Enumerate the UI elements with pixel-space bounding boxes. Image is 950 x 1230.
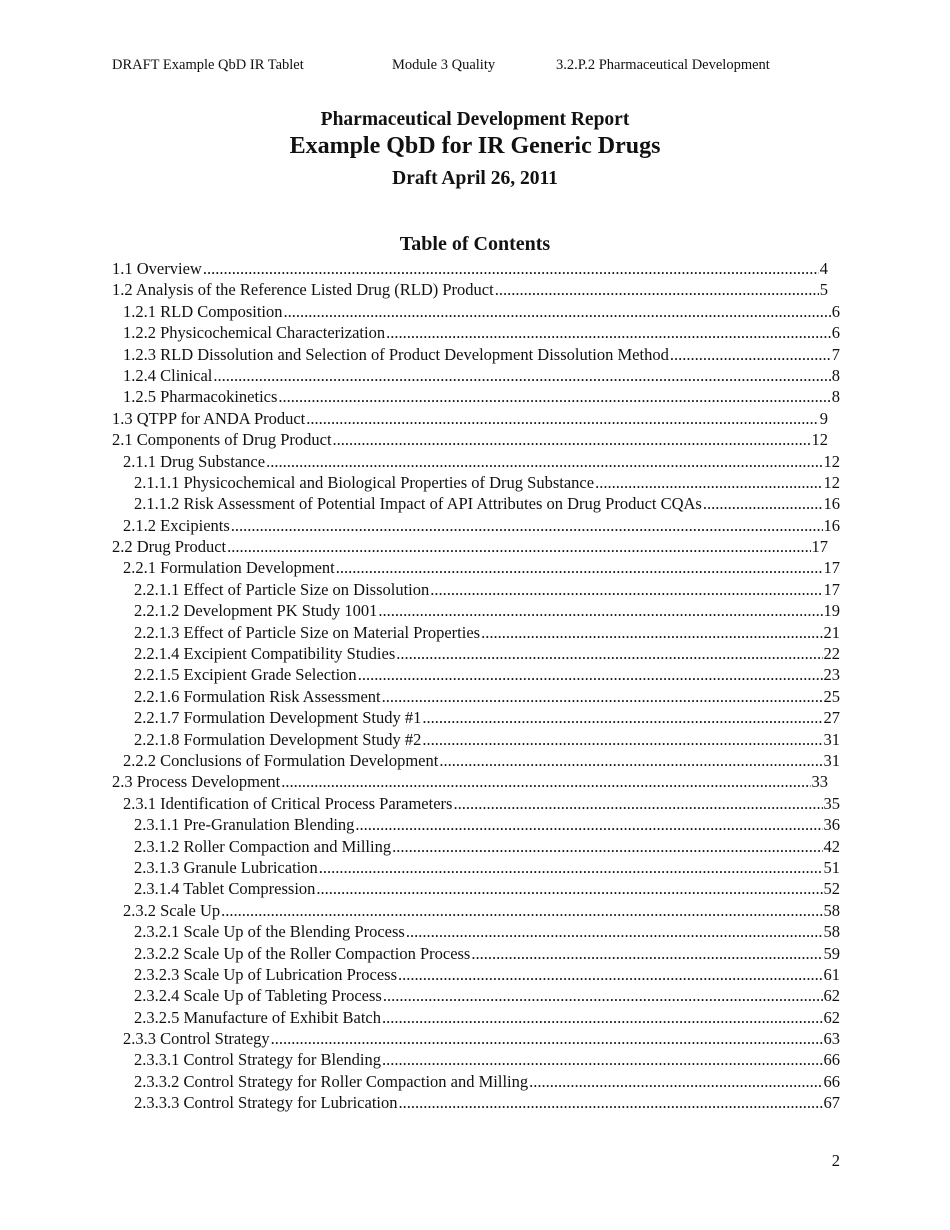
toc-entry[interactable] (112, 771, 840, 792)
toc-entry[interactable] (112, 878, 840, 899)
toc-entry[interactable] (112, 664, 840, 685)
toc-entry-page: 6 (831, 301, 840, 321)
toc-entry-page: 36 (823, 815, 840, 835)
toc-entry-page: 16 (823, 494, 840, 514)
page-header (112, 57, 832, 77)
toc-entry[interactable] (112, 451, 840, 472)
toc-entry[interactable] (112, 301, 840, 322)
toc-dot-leader (396, 643, 822, 664)
toc-entry-label: 2.1.2 Excipients (123, 515, 230, 535)
toc-entry-page: 8 (831, 387, 840, 407)
toc-entry-label: 2.2.2 Conclusions of Formulation Development (123, 750, 439, 770)
toc-entry[interactable] (112, 536, 840, 557)
toc-dot-leader (333, 429, 811, 450)
toc-dot-leader (382, 1007, 823, 1028)
toc-entry-page: 31 (823, 729, 840, 749)
toc-entry[interactable] (112, 943, 840, 964)
page-number: 2 (831, 1151, 840, 1170)
toc-dot-leader (406, 921, 823, 942)
toc-entry-label: 2.3.1.3 Granule Lubrication (134, 857, 318, 877)
toc-entry[interactable] (112, 985, 840, 1006)
toc-entry-label: 2.3.2.5 Manufacture of Exhibit Batch (134, 1007, 381, 1027)
toc-dot-leader (281, 771, 810, 792)
toc-entry-label: 2.2.1.8 Formulation Development Study #2 (134, 729, 422, 749)
toc-entry-page: 61 (823, 964, 840, 984)
toc-entry-page: 5 (819, 280, 828, 300)
toc-dot-leader (284, 301, 831, 322)
toc-entry-label: 2.3.2.2 Scale Up of the Roller Compaction Process (134, 943, 471, 963)
toc-entry-label: 2.2 Drug Product (112, 537, 227, 557)
header-module: Module 3 Quality (392, 57, 496, 73)
toc-dot-leader (430, 579, 822, 600)
report-type: Pharmaceutical Development Report (320, 109, 630, 130)
toc-dot-leader (422, 729, 822, 750)
toc-entry[interactable] (112, 1071, 840, 1092)
toc-dot-leader (203, 258, 819, 279)
toc-entry-page: 8 (831, 365, 840, 385)
toc-entry-page: 62 (823, 1007, 840, 1027)
toc-dot-leader (439, 750, 822, 771)
toc-entry-label: 2.2.1.2 Development PK Study 1001 (134, 601, 378, 621)
toc-entry-label: 2.1.1 Drug Substance (123, 451, 266, 471)
toc-dot-leader (703, 493, 823, 514)
toc-entry[interactable] (112, 344, 840, 365)
toc-entry[interactable] (112, 258, 840, 279)
toc-dot-leader (386, 322, 831, 343)
toc-dot-leader (231, 515, 823, 536)
toc-dot-leader (495, 279, 819, 300)
toc-dot-leader (422, 707, 822, 728)
toc-entry-page: 17 (823, 558, 840, 578)
toc-entry[interactable] (112, 900, 840, 921)
toc-dot-leader (383, 985, 823, 1006)
toc-entry-label: 2.3.3.2 Control Strategy for Roller Compaction and Milling (134, 1071, 529, 1091)
toc-dot-leader (382, 686, 823, 707)
toc-entry[interactable] (112, 793, 840, 814)
toc-entry[interactable] (112, 493, 840, 514)
toc-entry-label: 2.3.1.1 Pre-Granulation Blending (134, 815, 355, 835)
toc-entry-label: 1.2.1 RLD Composition (123, 301, 283, 321)
toc-entry-page: 62 (823, 986, 840, 1006)
toc-entry-page: 51 (823, 857, 840, 877)
toc-entry-page: 67 (823, 1093, 840, 1113)
toc-entry-label: 1.2 Analysis of the Reference Listed Drug (RLD) Product (112, 280, 494, 300)
toc-entry-page: 4 (819, 259, 828, 278)
toc-entry[interactable] (112, 472, 840, 493)
toc-entry-label: 2.3 Process Development (112, 772, 281, 792)
toc-entry-page: 9 (819, 408, 828, 428)
title-block (0, 108, 950, 192)
toc-entry[interactable] (112, 836, 840, 857)
toc-entry-page: 17 (823, 579, 840, 599)
toc-dot-leader (221, 900, 822, 921)
toc-entry[interactable] (112, 1092, 840, 1113)
toc-entry-page: 16 (823, 515, 840, 535)
toc-entry-label: 2.3.1.4 Tablet Compression (134, 879, 316, 899)
toc-entry-page: 35 (823, 793, 840, 813)
toc-entry[interactable] (112, 1028, 840, 1049)
header-section: 3.2.P.2 Pharmaceutical Development (556, 57, 770, 73)
toc-entry-page: 12 (823, 451, 840, 471)
toc-entry-page: 33 (811, 772, 828, 792)
toc-dot-leader (382, 1049, 822, 1070)
toc-entry-page: 31 (823, 750, 840, 770)
toc-dot-leader (529, 1071, 822, 1092)
toc-entry[interactable] (112, 729, 840, 750)
header-document-name: DRAFT Example QbD IR Tablet (112, 57, 304, 73)
toc-entry-label: 2.1.1.1 Physicochemical and Biological Properties of Drug Substance (134, 472, 595, 492)
toc-entry-page: 12 (823, 472, 840, 492)
toc-entry-page: 66 (823, 1050, 840, 1070)
toc-entry-page: 58 (823, 900, 840, 920)
toc-entry-page: 52 (823, 879, 840, 899)
toc-dot-leader (670, 344, 831, 365)
toc-entry-page: 12 (811, 430, 828, 450)
toc-dot-leader (336, 557, 823, 578)
toc-entry-label: 1.2.3 RLD Dissolution and Selection of Product Development Dissolution Method (123, 344, 669, 364)
toc-entry-label: 2.3.2.3 Scale Up of Lubrication Process (134, 964, 398, 984)
toc-entry[interactable] (112, 643, 840, 664)
toc-entry-label: 2.3.1 Identification of Critical Process Parameters (123, 793, 453, 813)
toc-entry-page: 63 (823, 1029, 840, 1049)
toc-entry[interactable] (112, 964, 840, 985)
toc-dot-leader (595, 472, 822, 493)
toc-entry-label: 1.2.4 Clinical (123, 365, 213, 385)
toc-entry-label: 2.3.3 Control Strategy (123, 1029, 270, 1049)
toc-entry-label: 2.2.1.3 Effect of Particle Size on Material Properties (134, 622, 481, 642)
toc-entry[interactable] (112, 365, 840, 386)
toc-dot-leader (358, 664, 823, 685)
toc-entry-page: 25 (823, 686, 840, 706)
toc-entry[interactable] (112, 750, 840, 771)
toc-entry-page: 27 (823, 708, 840, 728)
toc-entry-label: 2.2.1.7 Formulation Development Study #1 (134, 708, 422, 728)
toc-entry-page: 58 (823, 922, 840, 942)
toc-entry-page: 66 (823, 1071, 840, 1091)
toc-entry-label: 2.1.1.2 Risk Assessment of Potential Impact of API Attributes on Drug Product CQAs (134, 494, 702, 514)
toc-dot-leader (266, 451, 822, 472)
toc-entry-page: 59 (823, 943, 840, 963)
toc-entry[interactable] (112, 622, 840, 643)
toc-entry[interactable] (112, 921, 840, 942)
toc-entry-label: 2.1 Components of Drug Product (112, 430, 332, 450)
toc-entry[interactable] (112, 386, 840, 407)
toc-dot-leader (481, 622, 822, 643)
toc-entry[interactable] (112, 408, 840, 429)
toc-entry-page: 22 (823, 644, 840, 664)
toc-entry-label: 2.2.1.4 Excipient Compatibility Studies (134, 644, 396, 664)
toc-entry-label: 2.3.2 Scale Up (123, 900, 221, 920)
toc-entry[interactable] (112, 579, 840, 600)
toc-entry[interactable] (112, 515, 840, 536)
toc-entry-page: 42 (823, 836, 840, 856)
toc-entry-page: 21 (823, 622, 840, 642)
toc-dot-leader (399, 1092, 823, 1113)
report-date: Draft April 26, 2011 (392, 168, 558, 189)
toc-entry-label: 2.2.1.1 Effect of Particle Size on Dissolution (134, 579, 430, 599)
toc-entry-label: 2.3.3.3 Control Strategy for Lubrication (134, 1093, 398, 1113)
toc-dot-leader (306, 408, 818, 429)
toc-entry[interactable] (112, 322, 840, 343)
toc-entry-label: 1.1 Overview (112, 259, 202, 278)
toc-entry-label: 2.3.3.1 Control Strategy for Blending (134, 1050, 382, 1070)
toc-dot-leader (471, 943, 822, 964)
toc-entry[interactable] (112, 557, 840, 578)
toc-dot-leader (316, 878, 822, 899)
toc-entry-label: 1.2.5 Pharmacokinetics (123, 387, 278, 407)
toc-dot-leader (398, 964, 822, 985)
toc-entry-label: 1.2.2 Physicochemical Characterization (123, 323, 386, 343)
toc-dot-leader (392, 836, 822, 857)
toc-entry[interactable] (112, 814, 840, 835)
toc-entry-label: 2.2.1 Formulation Development (123, 558, 335, 578)
toc-dot-leader (227, 536, 810, 557)
toc-dot-leader (378, 600, 822, 621)
toc-heading: Table of Contents (399, 233, 551, 255)
toc-entry[interactable] (112, 686, 840, 707)
toc-entry[interactable] (112, 707, 840, 728)
toc-entry[interactable] (112, 857, 840, 878)
toc-dot-leader (271, 1028, 823, 1049)
toc-entry-page: 19 (823, 601, 840, 621)
toc-entry-label: 2.2.1.5 Excipient Grade Selection (134, 665, 357, 685)
toc-entry[interactable] (112, 429, 840, 450)
toc-dot-leader (278, 386, 830, 407)
table-of-contents (112, 258, 840, 1114)
toc-dot-leader (213, 365, 830, 386)
toc-entry[interactable] (112, 279, 840, 300)
toc-entry-page: 6 (831, 323, 840, 343)
toc-entry-page: 7 (831, 344, 840, 364)
toc-entry-label: 1.3 QTPP for ANDA Product (112, 408, 306, 428)
toc-entry-page: 23 (823, 665, 840, 685)
toc-entry[interactable] (112, 600, 840, 621)
report-title: Example QbD for IR Generic Drugs (289, 133, 661, 159)
toc-entry-label: 2.3.2.1 Scale Up of the Blending Process (134, 922, 405, 942)
toc-dot-leader (453, 793, 822, 814)
toc-entry[interactable] (112, 1049, 840, 1070)
toc-dot-leader (319, 857, 823, 878)
toc-entry-label: 2.3.1.2 Roller Compaction and Milling (134, 836, 392, 856)
toc-entry-page: 17 (811, 537, 828, 557)
toc-dot-leader (355, 814, 822, 835)
toc-entry[interactable] (112, 1007, 840, 1028)
toc-entry-label: 2.3.2.4 Scale Up of Tableting Process (134, 986, 382, 1006)
toc-entry-label: 2.2.1.6 Formulation Risk Assessment (134, 686, 381, 706)
